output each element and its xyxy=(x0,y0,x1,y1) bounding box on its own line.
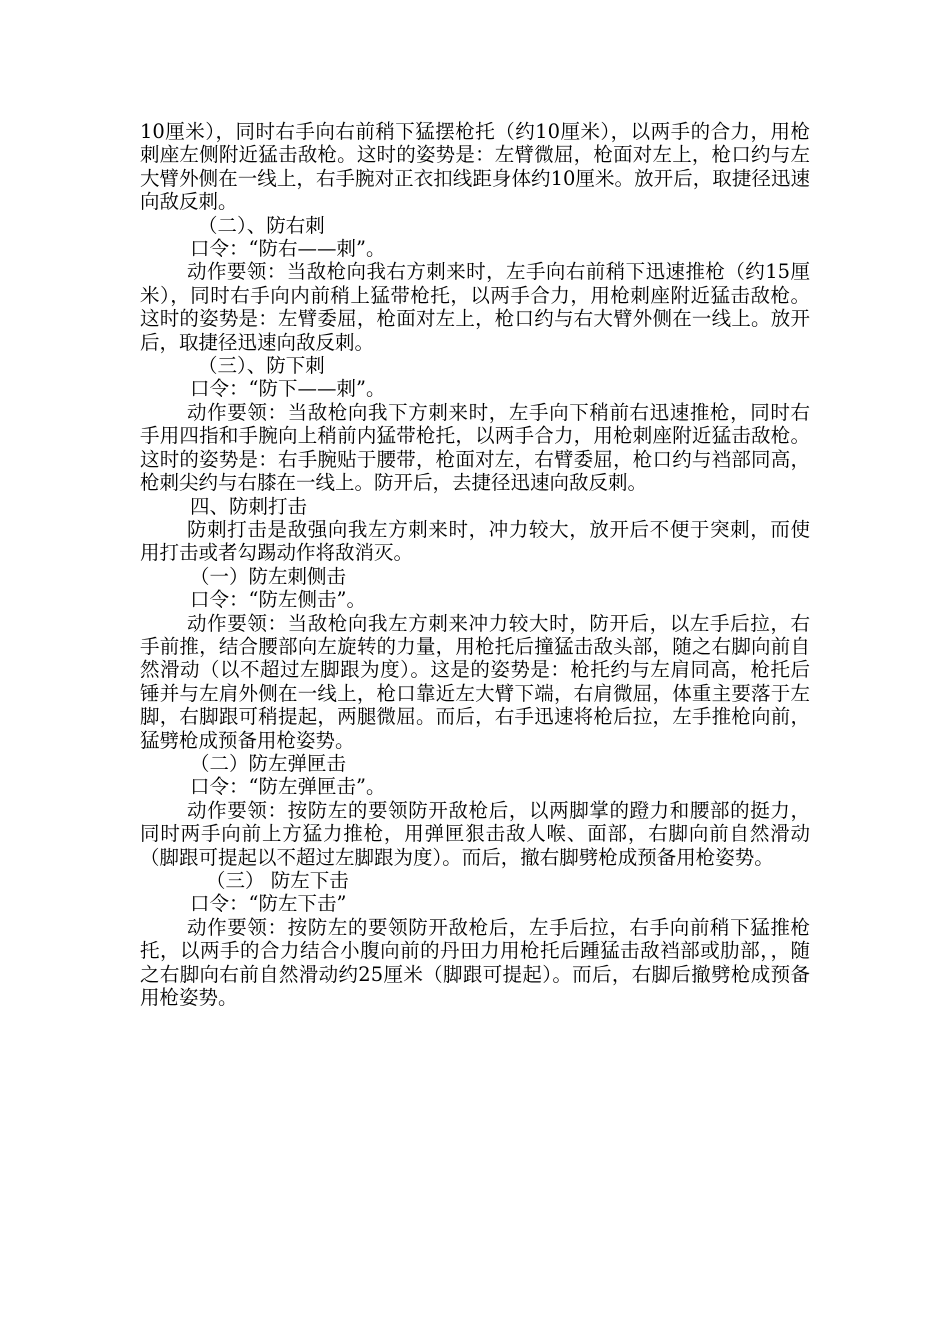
subsection-heading-low-strike: （三） 防左下击 xyxy=(206,869,349,892)
paragraph-continuation: 10厘米），同时右手向右前稍下猛摆枪托（约10厘米），以两手的合力，用枪刺座左侧附近猛击敌枪。这时的姿势是：左臂微屈，枪面对左上，枪口约与左大臂外侧在一线上，右手腕对正衣扣线距身体约10厘米。放开后，取捷径迅速向敌反刺。 xyxy=(140,120,810,214)
command-line: 口令：“防左弹匣击”。 xyxy=(190,775,386,799)
section-heading-counter-strike: 四、防刺打击 xyxy=(190,494,308,518)
command-line: 口令：“防右——刺”。 xyxy=(190,237,386,261)
paragraph-action-essentials: 动作要领：当敌枪向我左方刺来冲力较大时，防开后，以左手后拉，右手前推，结合腰部向左旋转的力量，用枪托后撞猛击敌头部，随之右脚向前自然滑动（以不超过左脚跟为度）。这是的姿势是：枪托约与左肩同高，枪托后锤并与左肩外侧在一线上，枪口靠近左大臂下端，右肩微屈，体重主要落于左脚，右脚跟可稍提起，两腿微屈。而后，右手迅速将枪后拉，左手推枪向前，猛劈枪成预备用枪姿势。 xyxy=(140,611,810,752)
section-heading-defend-right: （二）、防右刺 xyxy=(198,213,325,237)
document-page xyxy=(140,120,810,1009)
paragraph-action-essentials: 动作要领：按防左的要领防开敌枪后，左手后拉，右手向前稍下猛推枪托，以两手的合力结合小腹向前的丹田力用枪托后踵猛击敌裆部或肋部，，随之右脚向右前自然滑动约25厘米（脚跟可提起）。而后，右脚后撤劈枪成预备用枪姿势。 xyxy=(140,915,810,1010)
paragraph-action-essentials: 动作要领：按防左的要领防开敌枪后，以两脚掌的蹬力和腰部的挺力，同时两手向前上方猛力推枪，用弹匣狠击敌人喉、面部，右脚向前自然滑动（脚跟可提起以不超过左脚跟为度）。而后，撤右脚劈枪成预备用枪姿势。 xyxy=(140,798,810,869)
paragraph-action-essentials: 动作要领：当敌枪向我右方刺来时，左手向右前稍下迅速推枪（约15厘米），同时右手向内前稍上猛带枪托，以两手合力，用枪刺座附近猛击敌枪。这时的姿势是：左臂委屈，枪面对左上，枪口约与右大臂外侧在一线上。放开后，取捷径迅速向敌反刺。 xyxy=(140,260,810,354)
subsection-heading-side-strike: （一）防左刺侧击 xyxy=(190,564,347,588)
paragraph-action-essentials: 动作要领：当敌枪向我下方刺来时，左手向下稍前右迅速推枪，同时右手用四指和手腕向上稍前内猛带枪托，以两手合力，用枪刺座附近猛击敌枪。这时的姿势是：右手腕贴于腰带，枪面对左，右臂委屈，枪口约与裆部同高，枪刺尖约与右膝在一线上。防开后，去捷径迅速向敌反刺。 xyxy=(140,400,810,495)
section-heading-defend-low: （三）、防下刺 xyxy=(198,354,325,378)
command-line: 口令：“防下——刺”。 xyxy=(190,377,386,401)
command-line: 口令：“防左下击” xyxy=(190,892,347,916)
command-line: 口令：“防左侧击”。 xyxy=(190,588,366,612)
subsection-heading-magazine-strike: （二）防左弹匣击 xyxy=(190,751,347,775)
paragraph-intro: 防刺打击是敌强向我左方刺来时，冲力较大，放开后不便于突刺，而使用打击或者勾踢动作将敌消灭。 xyxy=(140,517,810,565)
